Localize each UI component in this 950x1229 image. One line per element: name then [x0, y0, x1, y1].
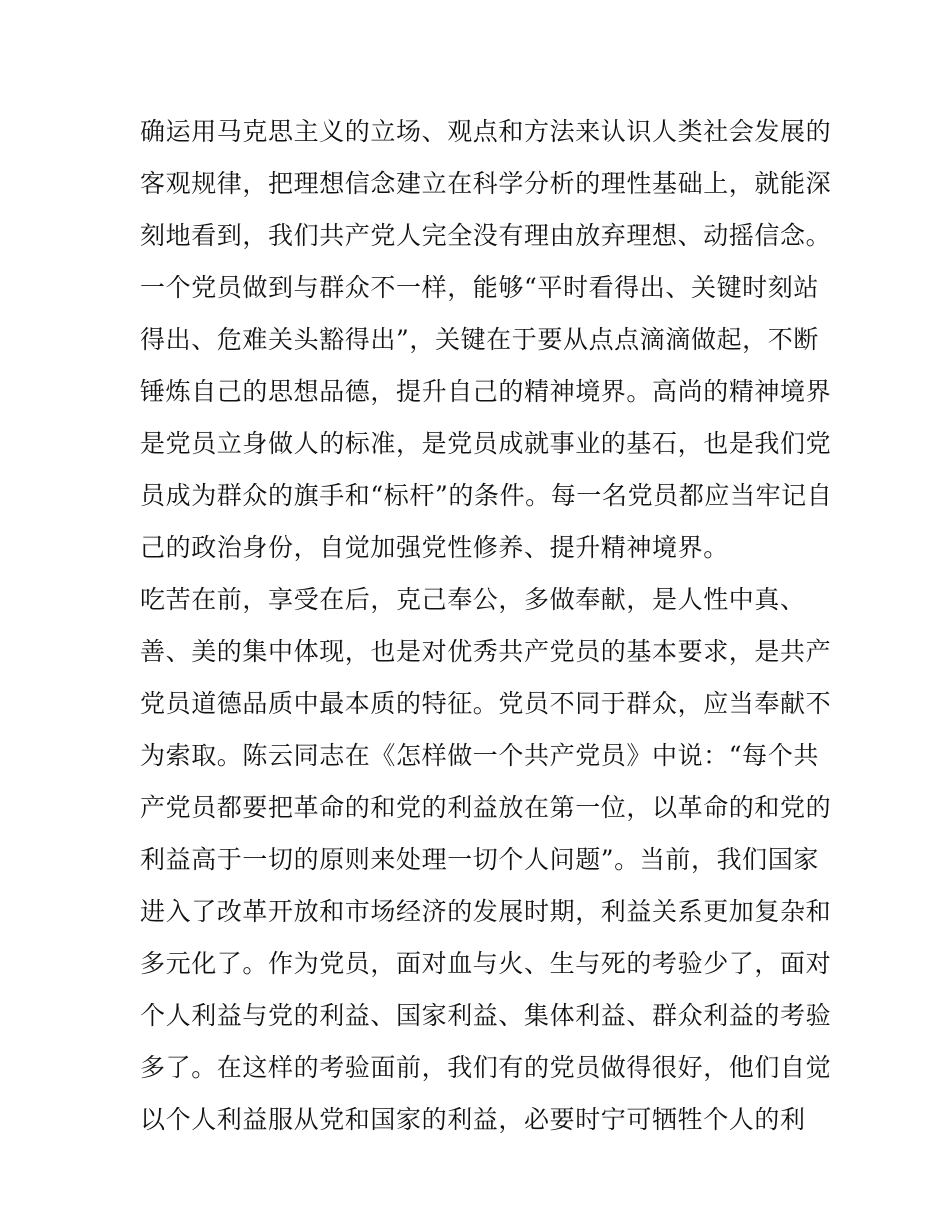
text-line: 得出、危难关头豁得出”，关键在于要从点点滴滴做起，不断 — [140, 325, 819, 354]
text-line: 锤炼自己的思想品德，提升自己的精神境界。高尚的精神境界 — [140, 377, 832, 406]
text-line: 吃苦在前，享受在后，克己奉公，多做奉献，是人性中真、 — [140, 585, 806, 614]
text-line: 进入了改革开放和市场经济的发展时期，利益关系更加复杂和 — [140, 897, 832, 926]
text-line: 己的政治身份，自觉加强党性修养、提升精神境界。 — [140, 533, 729, 562]
text-line: 善、美的集中体现，也是对优秀共产党员的基本要求，是共产 — [140, 637, 832, 666]
text-line: 利益高于一切的原则来处理一切个人问题”。当前，我们国家 — [140, 845, 819, 874]
text-line: 多了。在这样的考验面前，我们有的党员做得很好，他们自觉 — [140, 1053, 832, 1082]
text-line: 产党员都要把革命的和党的利益放在第一位，以革命的和党的 — [140, 793, 832, 822]
text-line: 一个党员做到与群众不一样，能够“平时看得出、关键时刻站 — [140, 273, 819, 302]
text-line: 客观规律，把理想信念建立在科学分析的理性基础上，就能深 — [140, 169, 832, 198]
text-line: 个人利益与党的利益、国家利益、集体利益、群众利益的考验 — [140, 1001, 832, 1030]
body-text — [140, 106, 833, 1146]
text-line: 以个人利益服从党和国家的利益，必要时宁可牺牲个人的利 — [140, 1105, 806, 1134]
text-line: 党员道德品质中最本质的特征。党员不同于群众，应当奉献不 — [140, 689, 832, 718]
text-line: 多元化了。作为党员，面对血与火、生与死的考验少了，面对 — [140, 949, 832, 978]
text-line: 员成为群众的旗手和“标杆”的条件。每一名党员都应当牢记自 — [140, 481, 833, 510]
text-line: 是党员立身做人的标准，是党员成就事业的基石，也是我们党 — [140, 429, 832, 458]
text-line: 确运用马克思主义的立场、观点和方法来认识人类社会发展的 — [140, 117, 832, 146]
text-line: 刻地看到，我们共产党人完全没有理由放弃理想、动摇信念。 — [140, 221, 832, 250]
text-line: 为索取。陈云同志在《怎样做一个共产党员》中说：“每个共 — [140, 741, 819, 770]
